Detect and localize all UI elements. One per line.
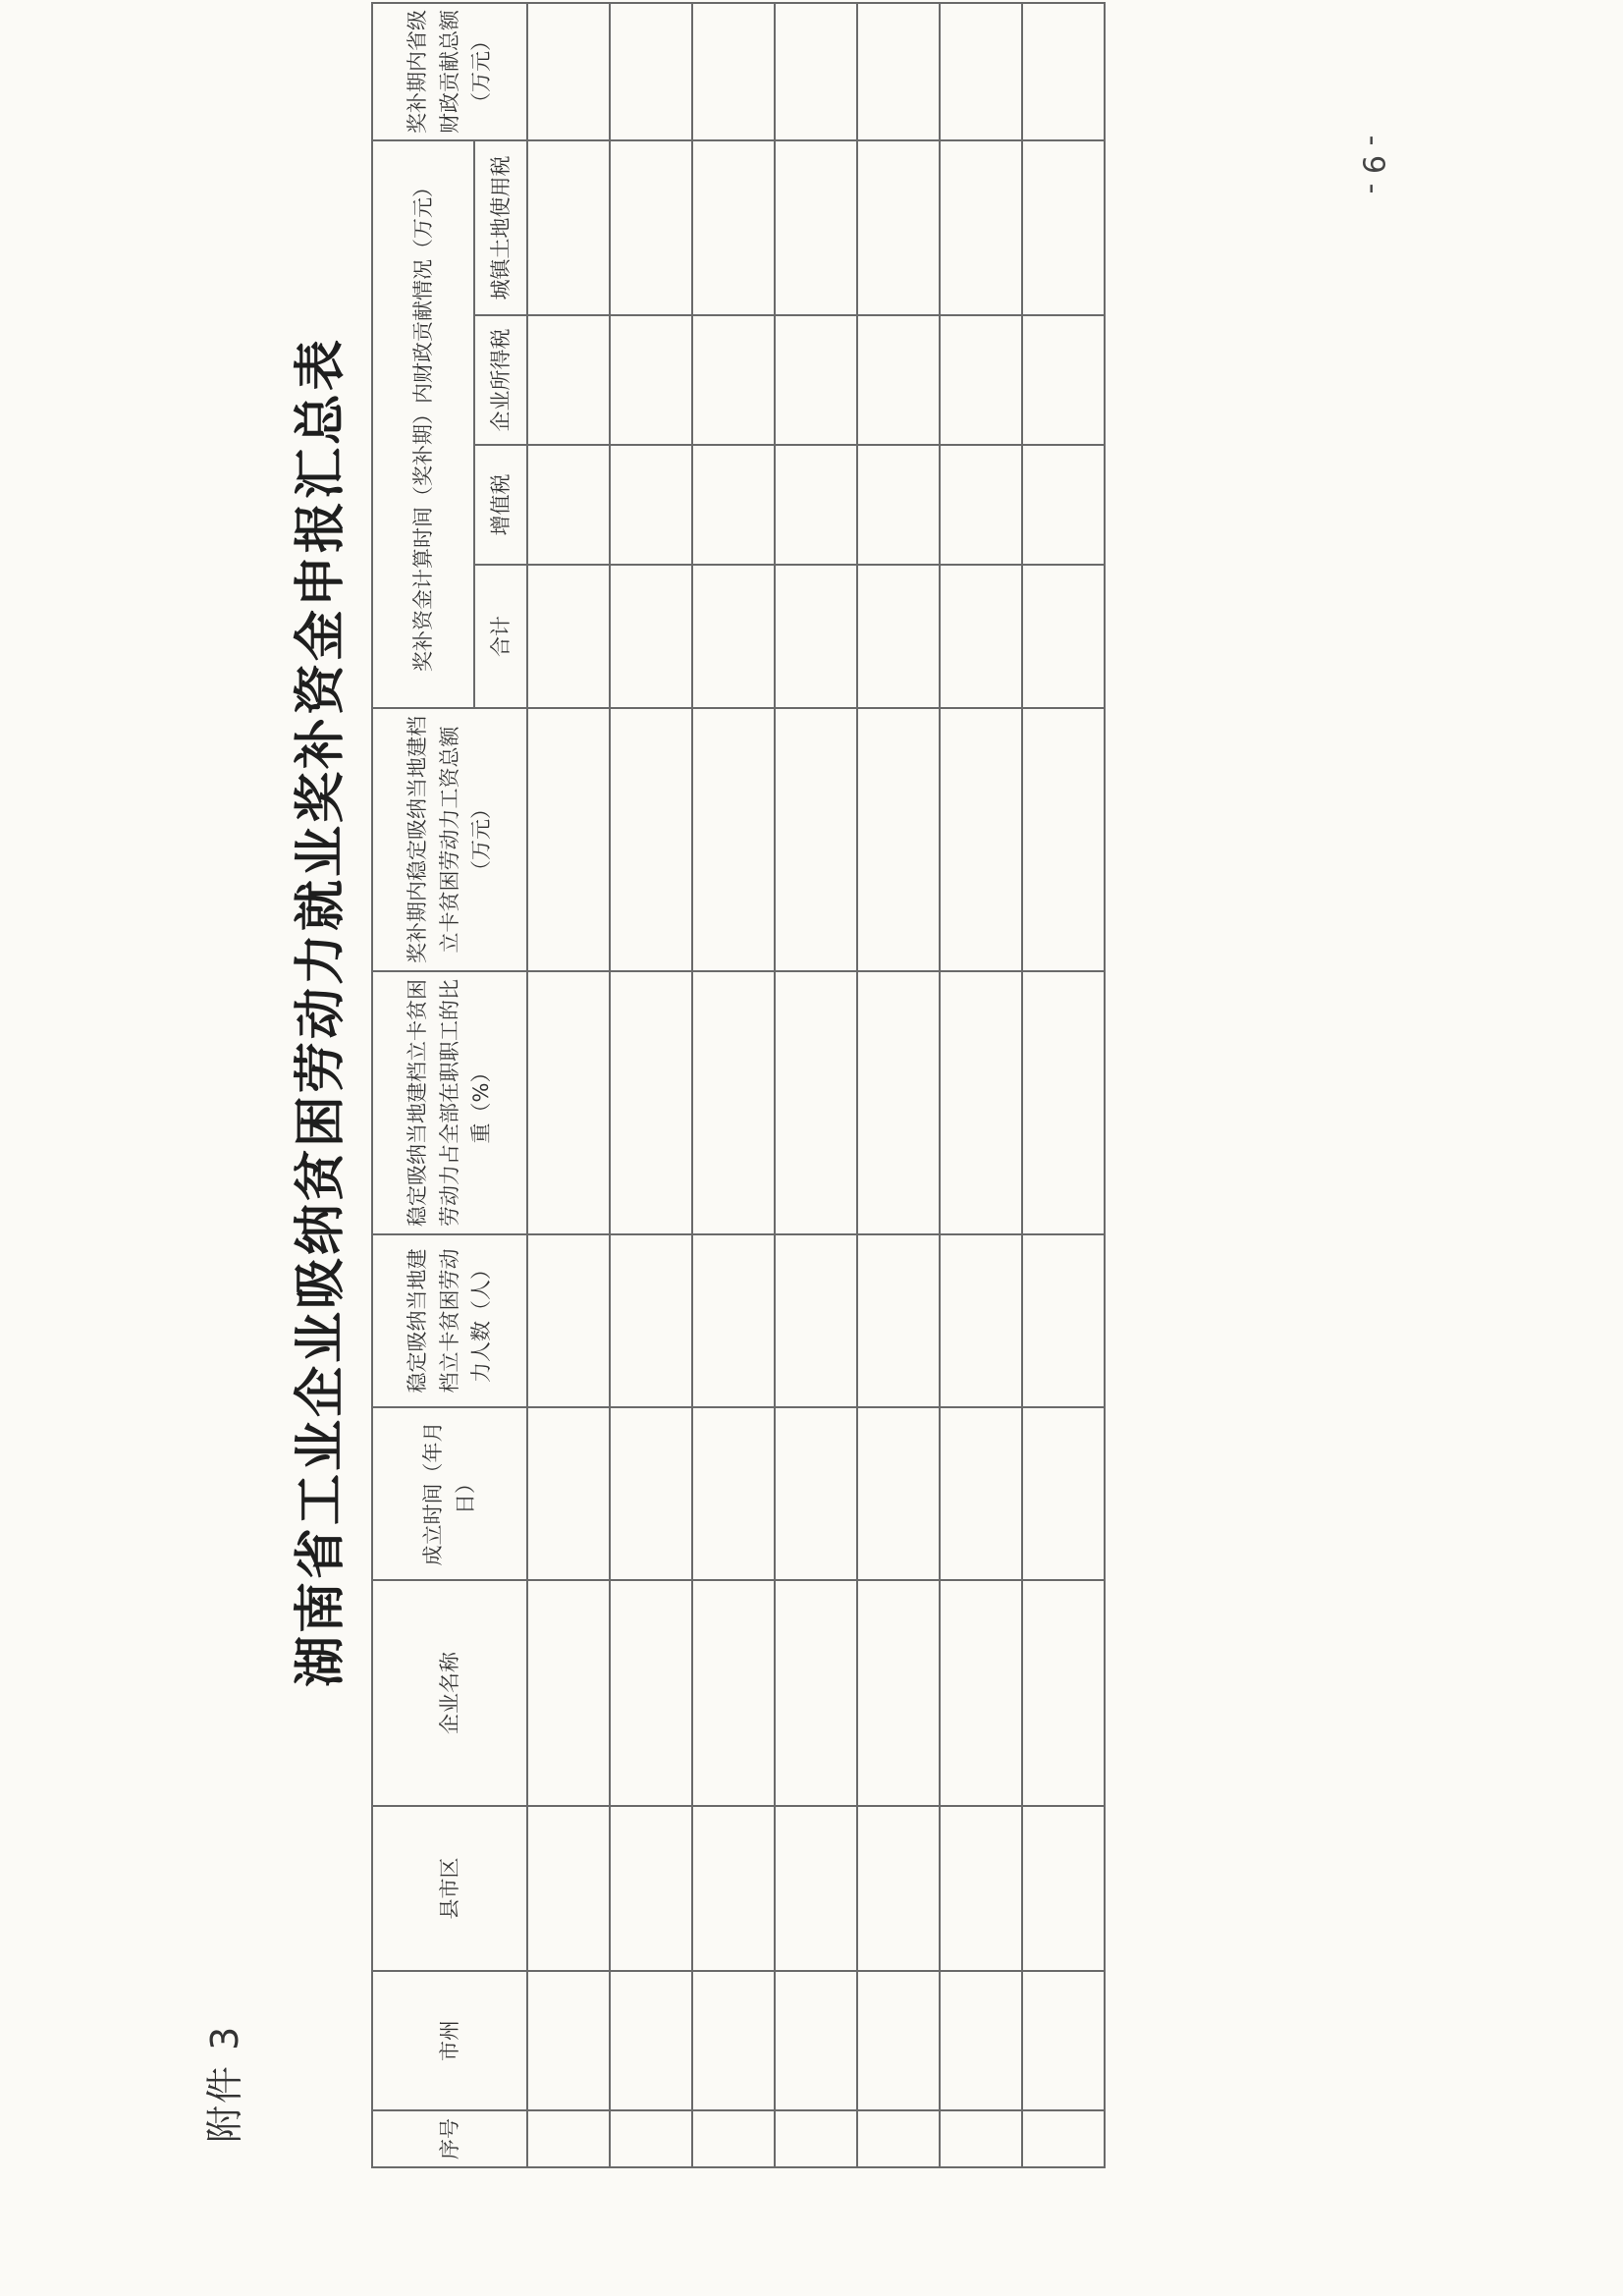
table-row <box>610 3 692 2167</box>
table-cell <box>527 1971 610 2110</box>
table-row <box>692 3 775 2167</box>
table-cell <box>527 2110 610 2167</box>
table-cell <box>527 1407 610 1580</box>
table-cell <box>692 1580 775 1806</box>
header-city: 市州 <box>372 1971 527 2110</box>
table-cell <box>940 315 1022 445</box>
table-row <box>527 3 610 2167</box>
table-cell <box>610 708 692 971</box>
table-cell <box>527 1806 610 1971</box>
table-cell <box>610 1407 692 1580</box>
table-cell <box>692 3 775 140</box>
table-cell <box>610 445 692 565</box>
table-cell <box>1022 140 1105 315</box>
table-cell <box>527 1234 610 1407</box>
table-cell <box>775 1580 857 1806</box>
table-cell <box>610 565 692 708</box>
table-cell <box>775 315 857 445</box>
table-body <box>527 3 1105 2167</box>
header-county: 县市区 <box>372 1806 527 1971</box>
table-cell <box>692 708 775 971</box>
table-cell <box>857 1580 940 1806</box>
table-cell <box>1022 445 1105 565</box>
table-cell <box>610 140 692 315</box>
table-cell <box>775 1971 857 2110</box>
table-row <box>940 3 1022 2167</box>
page-number: - 9 - <box>1355 135 1390 194</box>
table-cell <box>940 1407 1022 1580</box>
document-title: 湖南省工业企业吸纳贫困劳动力就业奖补资金申报汇总表 <box>291 336 351 1687</box>
table-cell <box>527 445 610 565</box>
table-cell <box>1022 1234 1105 1407</box>
header-sub-landtax: 城镇土地使用税 <box>474 140 527 315</box>
header-seq: 序号 <box>372 2110 527 2167</box>
table-cell <box>1022 315 1105 445</box>
table-cell <box>940 3 1022 140</box>
table-cell <box>1022 3 1105 140</box>
table-cell <box>775 565 857 708</box>
header-fiscal-group: 奖补资金计算时间（奖补期）内财政贡献情况（万元） <box>372 140 474 708</box>
table-row <box>775 3 857 2167</box>
table-cell <box>610 1806 692 1971</box>
table-cell <box>692 565 775 708</box>
header-provincial-total: 奖补期内省级财政贡献总额（万元） <box>372 3 527 140</box>
table-cell <box>1022 708 1105 971</box>
table-cell <box>692 1407 775 1580</box>
table-cell <box>775 971 857 1234</box>
table-cell <box>1022 1407 1105 1580</box>
table-cell <box>857 1234 940 1407</box>
table-cell <box>940 708 1022 971</box>
table-cell <box>527 1580 610 1806</box>
table-cell <box>1022 565 1105 708</box>
table-cell <box>527 708 610 971</box>
header-company: 企业名称 <box>372 1580 527 1806</box>
table-cell <box>692 315 775 445</box>
table-cell <box>692 1971 775 2110</box>
table-cell <box>1022 1806 1105 1971</box>
header-sub-total: 合计 <box>474 565 527 708</box>
table-cell <box>775 2110 857 2167</box>
table-cell <box>527 971 610 1234</box>
table-row <box>1022 3 1105 2167</box>
table-cell <box>857 1407 940 1580</box>
table-cell <box>610 2110 692 2167</box>
table-cell <box>940 2110 1022 2167</box>
table-cell <box>857 565 940 708</box>
table-cell <box>1022 1971 1105 2110</box>
table-cell <box>610 971 692 1234</box>
table-cell <box>610 1580 692 1806</box>
table-cell <box>775 3 857 140</box>
attachment-label: 附件 3 <box>203 2024 246 2143</box>
table-cell <box>775 708 857 971</box>
table-cell <box>940 1806 1022 1971</box>
table-cell <box>527 3 610 140</box>
summary-table <box>371 10 1106 2168</box>
table-cell <box>940 140 1022 315</box>
table-cell <box>940 1580 1022 1806</box>
header-poverty-count: 稳定吸纳当地建档立卡贫困劳动力人数（人） <box>372 1234 527 1407</box>
header-poverty-ratio: 稳定吸纳当地建档立卡贫困劳动力占全部在职职工的比重（%） <box>372 971 527 1234</box>
table-cell <box>692 445 775 565</box>
table-cell <box>1022 971 1105 1234</box>
table-cell <box>610 1971 692 2110</box>
table-cell <box>527 140 610 315</box>
table-cell <box>775 1806 857 1971</box>
table-cell <box>692 1234 775 1407</box>
header-sub-vat: 增值税 <box>474 445 527 565</box>
table-cell <box>857 708 940 971</box>
table-cell <box>857 445 940 565</box>
table-cell <box>775 1407 857 1580</box>
table-cell <box>692 971 775 1234</box>
table-cell <box>527 315 610 445</box>
table-row <box>857 3 940 2167</box>
header-row-1 <box>372 3 474 2167</box>
table-cell <box>940 1234 1022 1407</box>
table-cell <box>940 971 1022 1234</box>
header-founded: 成立时间（年月日） <box>372 1407 527 1580</box>
table-cell <box>527 565 610 708</box>
table-cell <box>610 1234 692 1407</box>
table-cell <box>1022 2110 1105 2167</box>
table-cell <box>857 1971 940 2110</box>
header-wages-total: 奖补期内稳定吸纳当地建档立卡贫困劳动力工资总额（万元） <box>372 708 527 971</box>
table-cell <box>857 1806 940 1971</box>
table-cell <box>610 315 692 445</box>
table-cell <box>775 445 857 565</box>
table-cell <box>692 140 775 315</box>
table-cell <box>857 971 940 1234</box>
table-cell <box>857 315 940 445</box>
table-cell <box>940 1971 1022 2110</box>
table-cell <box>692 2110 775 2167</box>
table-cell <box>1022 1580 1105 1806</box>
table-cell <box>775 1234 857 1407</box>
table-cell <box>940 565 1022 708</box>
table-cell <box>940 445 1022 565</box>
table-cell <box>775 140 857 315</box>
table-cell <box>692 1806 775 1971</box>
header-sub-cit: 企业所得税 <box>474 315 527 445</box>
table-cell <box>857 140 940 315</box>
table-cell <box>857 3 940 140</box>
table-cell <box>610 3 692 140</box>
table-cell <box>857 2110 940 2167</box>
